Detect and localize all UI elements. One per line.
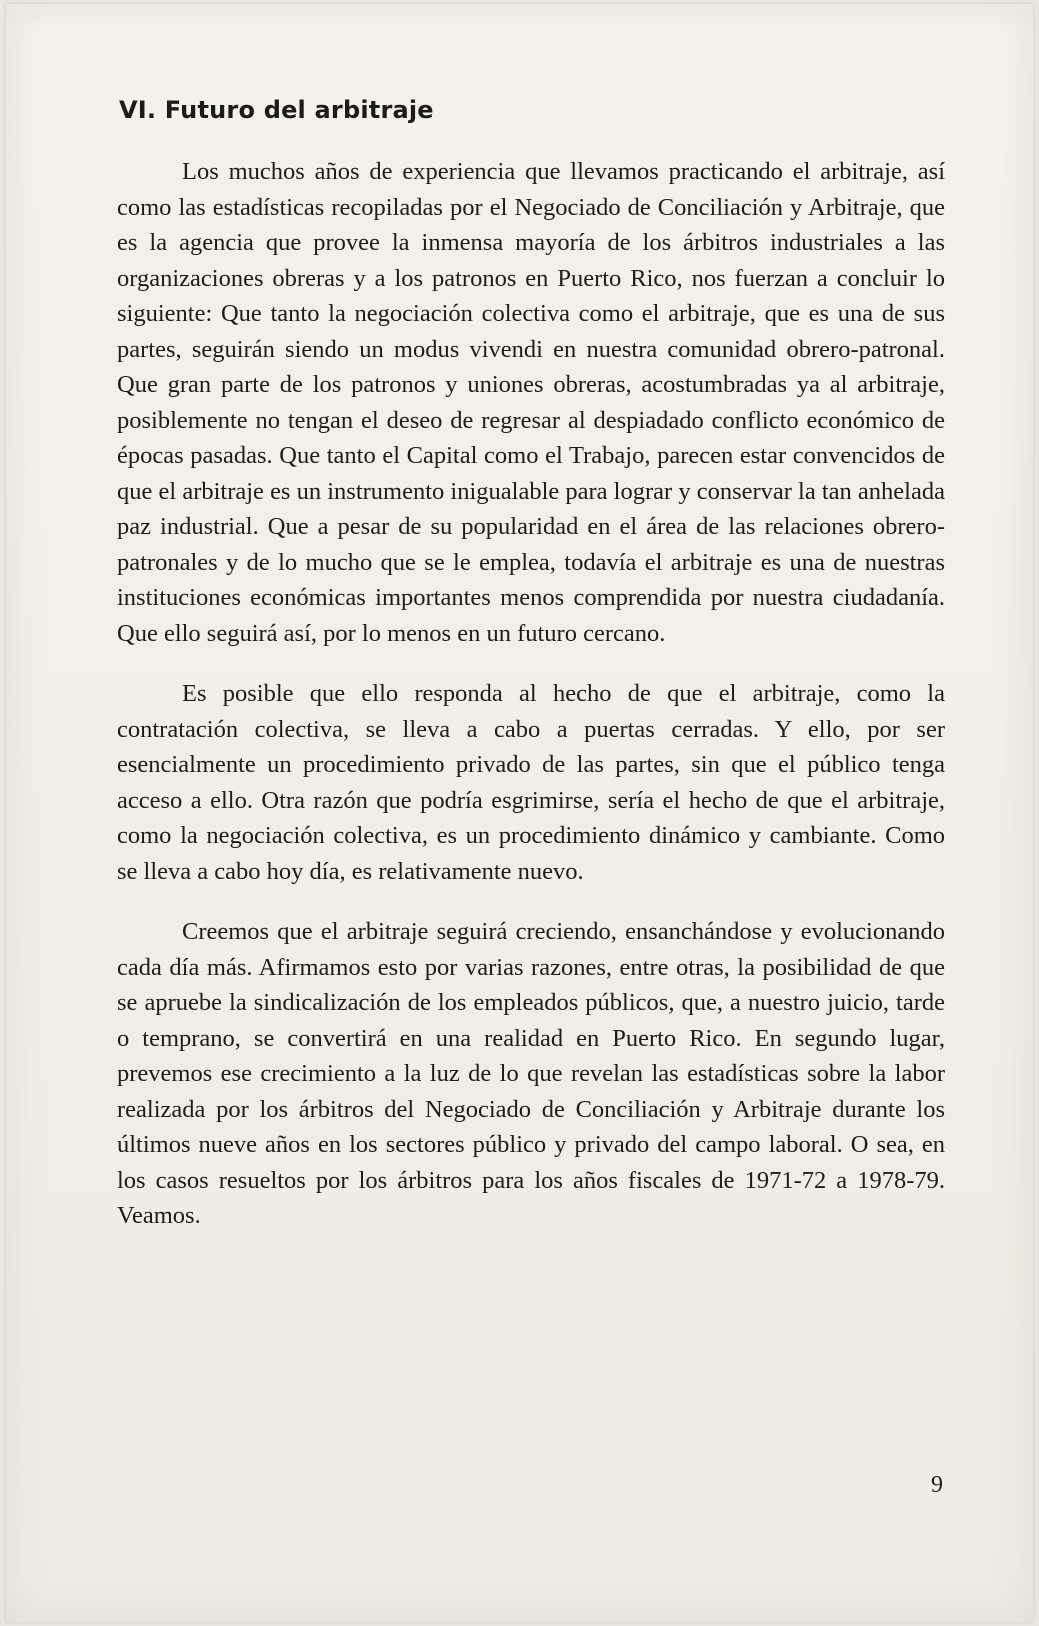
- page-number: 9: [931, 1472, 943, 1498]
- section-heading: VI. Futuro del arbitraje: [119, 96, 434, 124]
- body-text: [117, 154, 945, 1259]
- paragraph: Los muchos años de experiencia que llevamos practicando el arbitraje, así como las estadísticas recopiladas por el Negociado de Conciliación y Arbitraje, que es la agencia que provee la inmensa mayoría de los árbitros industriales a las organizaciones obreras y a los patronos en Puerto Rico, nos fuerzan a concluir lo siguiente: Que tanto la negociación colectiva como el arbitraje, que es una de sus partes, seguirán siendo un modus vivendi en nuestra comunidad obrero-patronal. Que gran parte de los patronos y uniones obreras, acostumbradas ya al arbitraje, posiblemente no tengan el deseo de regresar al despiadado conflicto económico de épocas pasadas. Que tanto el Capital como el Trabajo, parecen estar convencidos de que el arbitraje es un instrumento inigualable para lograr y conservar la tan anhelada paz industrial. Que a pesar de su popularidad en el área de las relaciones obrero-patronales y de lo mucho que se le emplea, todavía el arbitraje es una de nuestras instituciones económicas importantes menos comprendida por nuestra ciudadanía. Que ello seguirá así, por lo menos en un futuro cercano.: [117, 158, 945, 647]
- paragraph: Creemos que el arbitraje seguirá creciendo, ensanchándose y evolucionando cada día más. Afirmamos esto por varias razones, entre otras, la posibilidad de que se apruebe la sindicalización de los empleados públicos, que, a nuestro juicio, tarde o temprano, se convertirá en una realidad en Puerto Rico. En segundo lugar, prevemos ese crecimiento a la luz de lo que revelan las estadísticas sobre la labor realizada por los árbitros del Negociado de Conciliación y Arbitraje durante los últimos nueve años en los sectores público y privado del campo laboral. O sea, en los casos resueltos por los árbitros para los años fiscales de 1971-72 a 1978-79. Veamos.: [117, 918, 945, 1229]
- book-page: [6, 4, 1033, 1622]
- paragraph: Es posible que ello responda al hecho de que el arbitraje, como la contratación colectiva, se lleva a cabo a puertas cerradas. Y ello, por ser esencialmente un procedimiento privado de las partes, sin que el público tenga acceso a ello. Otra razón que podría esgrimirse, sería el hecho de que el arbitraje, como la negociación colectiva, es un procedimiento dinámico y cambiante. Como se lleva a cabo hoy día, es relativamente nuevo.: [117, 680, 945, 885]
